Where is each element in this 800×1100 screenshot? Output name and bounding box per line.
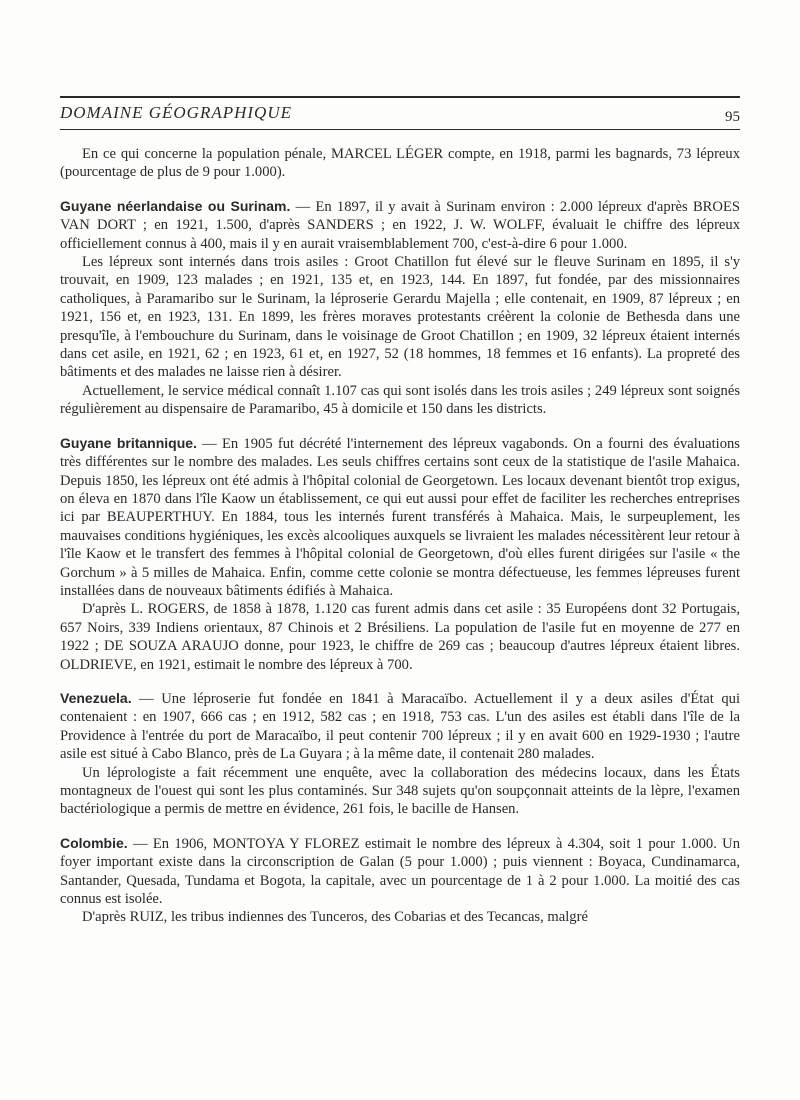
section-heading: Guyane néerlandaise ou Surinam. [60,197,291,214]
header-rule [60,129,740,130]
paragraph: D'après RUIZ, les tribus indiennes des Tunceros, des Cobarias et des Tecancas, malgré [82,909,588,926]
paragraph: Les lépreux sont internés dans trois asiles : Groot Chatillon fut élevé sur le fleuve Surinam en 1895, il s'y trouvait, en 1909, 123 malades ; en 1921, 135 et, en 1923, 144. En 1897, fut fondée, par des missionnaires catholiques, à Paramaribo sur le Surinam, la léproserie Gerardu Majella ; elle contenait, en 1909, 87 lépreux ; en 1921, 156 et, en 1923, 131. En 1899, les frères moraves protestants créèrent la colonie de Bethesda dans une presqu'île, à l'embouchure du Surinam, dans le voisinage de Groot Chatillon ; en 1909, 32 lépreux étaient internés dans cet asile, en 1921, 62 ; en 1923, 61 et, en 1927, 52 (18 hommes, 18 femmes et 16 enfants). La propreté des bâtiments et des malades ne laisse rien à désirer. [60,254,740,381]
section-heading: Guyane britannique. [60,434,197,451]
page-number: 95 [725,109,740,125]
section-venezuela: Venezuela. — Une léproserie fut fondée en 1841 à Maracaïbo. Actuellement il y a deux asiles d'État qui contenaient : en 1907, 666 cas ; en 1912, 582 cas ; en 1918, 753 cas. L'un des asiles est établi dans l'île de la Providence à l'entrée du port de Maracaïbo, il peut contenir 700 lépreux ; il y en avait 600 en 1929-1930 ; l'autre asile est situé à Cabo Blanco, près de La Guyara ; à la même date, il contenait 280 malades. [60,689,740,763]
paragraph: Actuellement, le service médical connaît 1.107 cas qui sont isolés dans les trois asiles ; 249 lépreux sont soignés régulièrement au dispensaire de Paramaribo, 45 à domicile et 150 dans les districts. [60,382,740,418]
paragraph: Un léprologiste a fait récemment une enquête, avec la collaboration des médecins locaux, dans les États montagneux de l'ouest qui sont les plus contaminés. Sur 348 sujets qu'on soupçonnait atteints de la lèpre, l'examen bactériologique a permis de mettre en évidence, 261 fois, le bacille de Hansen. [60,764,740,818]
paragraph: D'après L. ROGERS, de 1858 à 1878, 1.120 cas furent admis dans cet asile : 35 Européens dont 32 Portugais, 657 Noirs, 339 Indiens orientaux, 87 Chinois et 2 Brésiliens. La population de l'asile fut en moyenne de 277 en 1922 ; DE SOUZA ARAUJO donne, pour 1923, le chiffre de 269 cas ; beaucoup d'autres lépreux étaient libres. OLDRIEVE, en 1921, estimait le nombre des lépreux à 700. [60,601,740,673]
section-guyane-britannique: Guyane britannique. — En 1905 fut décrété l'internement des lépreux vagabonds. On a fourni des évaluations très différentes sur le nombre des malades. Les seuls chiffres certains sont ceux de la statistique de l'asile Mahaica. Depuis 1850, les lépreux ont été admis à l'hôpital colonial de Georgetown. Les locaux devenant bientôt trop exigus, on éleva en 1870 dans l'île Kaow un établissement, ce qui eut aussi pour effet de faciliter les recherches entreprises ici par BEAUPERTHUY. En 1884, tous les internés furent transférés à Mahaica. Mais, le surpeuplement, les mauvaises conditions hygiéniques, les excès alcooliques auxquels se livraient les malades nécessitèrent leur retour à l'île Kaow et le transfert des femmes à l'hôpital colonial de Georgetown, d'où elles furent dirigées sur l'asile « the Gorchum » à 5 milles de Mahaica. Enfin, comme cette colonie se montra défectueuse, les femmes lépreuses furent installées dans de nouveaux bâtiments édifiés à Mahaica. [60,434,740,599]
running-header: DOMAINE GÉOGRAPHIQUE [60,103,292,122]
section-heading: Colombie. [60,834,128,851]
section-surinam: Guyane néerlandaise ou Surinam. — En 1897, il y avait à Surinam environ : 2.000 lépreux d'après BROES VAN DORT ; en 1921, 1.500, d'après SANDERS ; en 1922, J. W. WOLFF, évaluait le chiffre des lépreux officiellement connus à 400, mais il y en aurait vraisemblablement 700, c'est-à-dire 6 pour 1.000. [60,197,740,252]
section-heading: Venezuela. [60,689,132,706]
top-rule [60,96,740,98]
section-colombie: Colombie. — En 1906, MONTOYA Y FLOREZ estimait le nombre des lépreux à 4.304, soit 1 pour 1.000. Un foyer important existe dans la circonscription de Galan (5 pour 1.000) ; puis viennent : Boyaca, Cundinamarca, Santander, Quesada, Tundama et Bogota, la capitale, avec un pourcentage de 1 à 2 pour 1.000. La moitié des cas connus est isolée. [60,834,740,908]
paragraph: En ce qui concerne la population pénale, MARCEL LÉGER compte, en 1918, parmi les bagnards, 73 lépreux (pourcentage de plus de 9 pour 1.000). [60,146,740,181]
body-text [60,145,740,927]
